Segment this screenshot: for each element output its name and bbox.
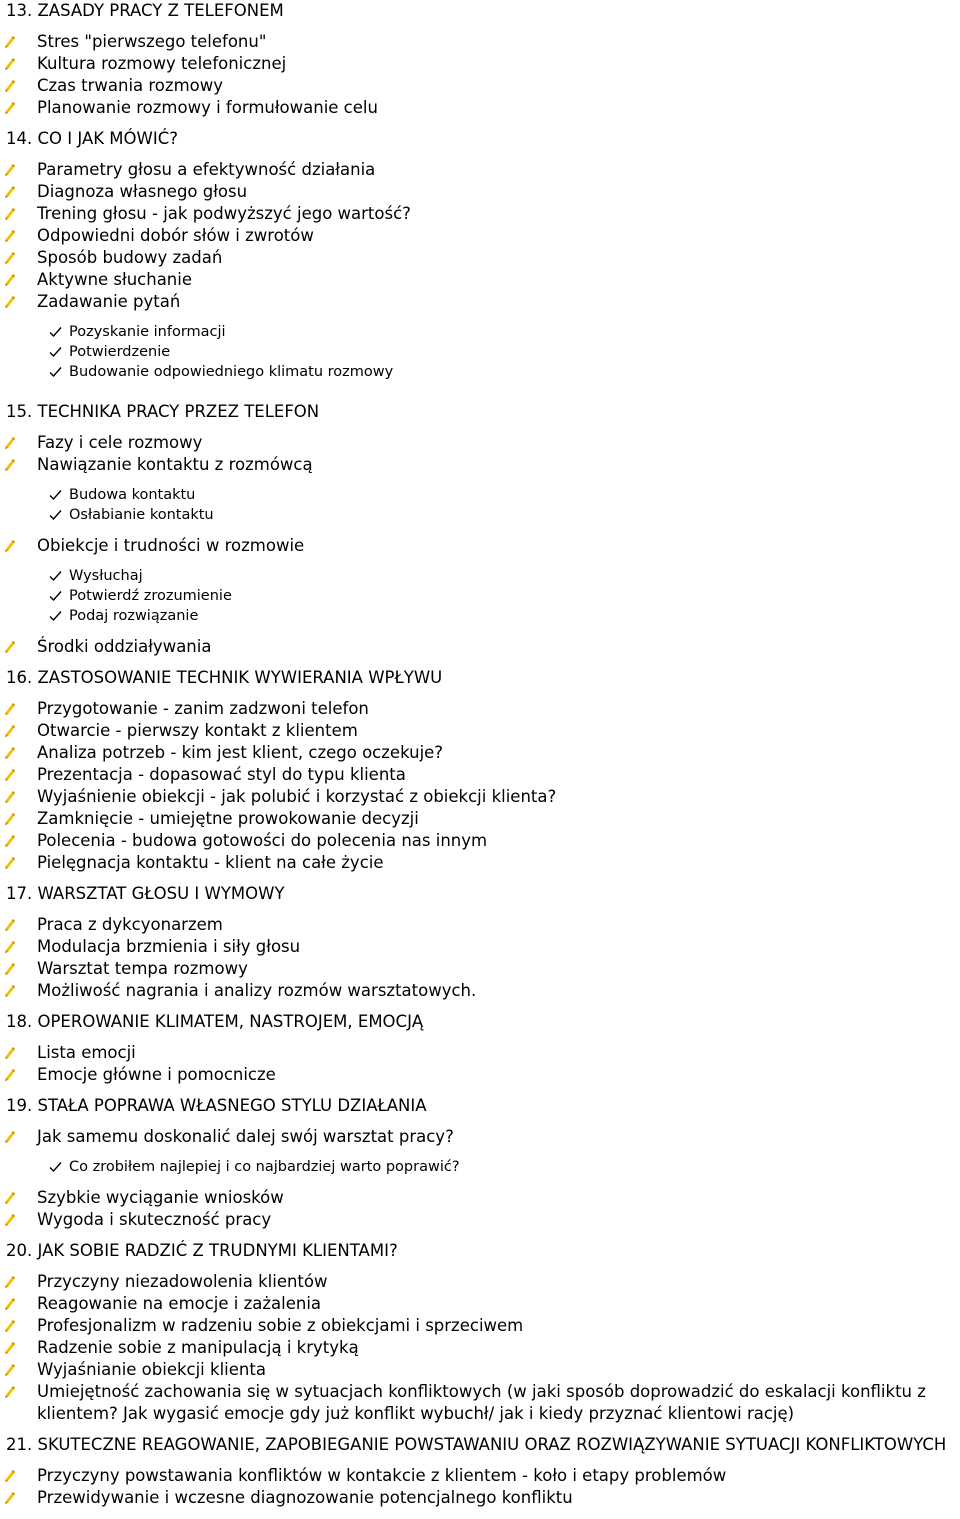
list-item-text: Modulacja brzmienia i siły głosu (37, 937, 301, 956)
section-number: 18. (6, 1012, 33, 1031)
list-item (0, 698, 960, 720)
list-item-text: Możliwość nagrania i analizy rozmów warsztatowych. (37, 981, 477, 1000)
sub-list-item (0, 566, 960, 586)
section-number: 13. (6, 1, 33, 20)
section-heading (0, 128, 960, 150)
list-item-text: Warsztat tempa rozmowy (37, 959, 248, 978)
list-item-text: Przyczyny powstawania konfliktów w kontakcie z klientem - koło i etapy problemów (37, 1466, 727, 1485)
section-heading (0, 667, 960, 689)
pencil-bullet-icon (2, 940, 16, 954)
pencil-bullet-icon (2, 163, 16, 177)
section-number: 14. (6, 129, 33, 148)
sub-list-item-text: Budowa kontaktu (69, 487, 196, 503)
list-item-text: Diagnoza własnego głosu (37, 182, 248, 201)
section-number: 20. (6, 1241, 33, 1260)
sub-list-item-text: Potwierdź zrozumienie (69, 588, 232, 604)
list-item (0, 31, 960, 53)
sub-list-item-text: Potwierdzenie (69, 344, 171, 360)
list-item (0, 454, 960, 476)
pencil-bullet-icon (2, 790, 16, 804)
sub-list-item-text: Budowanie odpowiedniego klimatu rozmowy (69, 364, 394, 380)
sub-list-item (0, 342, 960, 362)
pencil-bullet-icon (2, 1191, 16, 1205)
pencil-bullet-icon (2, 229, 16, 243)
list-item-text: Parametry głosu a efektywność działania (37, 160, 376, 179)
list-item-text: Praca z dykcyonarzem (37, 915, 223, 934)
pencil-bullet-icon (2, 984, 16, 998)
list-item (0, 720, 960, 742)
checkmark-icon (49, 570, 62, 582)
list-item-text: Planowanie rozmowy i formułowanie celu (37, 98, 378, 117)
sub-list-item (0, 586, 960, 606)
list-item (0, 1293, 960, 1315)
section-heading (0, 0, 960, 22)
section-number: 19. (6, 1096, 33, 1115)
list-item-text: Profesjonalizm w radzeniu sobie z obiekcjami i sprzeciwem (37, 1316, 524, 1335)
sub-list-item (0, 322, 960, 342)
list-item-text: Lista emocji (37, 1043, 136, 1062)
list-item-text: Polecenia - budowa gotowości do polecenia nas innym (37, 831, 488, 850)
section-title: TECHNIKA PRACY PRZEZ TELEFON (37, 402, 320, 421)
pencil-bullet-icon (2, 539, 16, 553)
pencil-bullet-icon (2, 101, 16, 115)
pencil-bullet-icon (2, 768, 16, 782)
pencil-bullet-icon (2, 185, 16, 199)
list-item-text: Przewidywanie i wczesne diagnozowanie potencjalnego konfliktu (37, 1488, 573, 1507)
list-item (0, 1042, 960, 1064)
list-item (0, 764, 960, 786)
list-item (0, 535, 960, 557)
list-item (0, 958, 960, 980)
list-item (0, 1315, 960, 1337)
checkmark-icon (49, 489, 62, 501)
pencil-bullet-icon (2, 812, 16, 826)
section-title: ZASTOSOWANIE TECHNIK WYWIERANIA WPŁYWU (37, 668, 443, 687)
section-number: 21. (6, 1435, 33, 1454)
section-number: 17. (6, 884, 33, 903)
list-item-text: Stres "pierwszego telefonu" (37, 32, 267, 51)
section-title: ZASADY PRACY Z TELEFONEM (37, 1, 284, 20)
list-item (0, 936, 960, 958)
list-item (0, 1337, 960, 1359)
list-item (0, 75, 960, 97)
list-item-text: Nawiązanie kontaktu z rozmówcą (37, 455, 313, 474)
list-item (0, 1487, 960, 1509)
pencil-bullet-icon (2, 1341, 16, 1355)
pencil-bullet-icon (2, 57, 16, 71)
list-item-text: Prezentacja - dopasować styl do typu klienta (37, 765, 406, 784)
list-item (0, 181, 960, 203)
pencil-bullet-icon (2, 856, 16, 870)
list-item-text: Wyjaśnienie obiekcji - jak polubić i korzystać z obiekcji klienta? (37, 787, 557, 806)
list-item-text: Fazy i cele rozmowy (37, 433, 203, 452)
section-heading (0, 883, 960, 905)
list-item-text: Zadawanie pytań (37, 292, 181, 311)
pencil-bullet-icon (2, 746, 16, 760)
pencil-bullet-icon (2, 207, 16, 221)
list-item-text: Wyjaśnianie obiekcji klienta (37, 1360, 266, 1379)
list-item (0, 786, 960, 808)
list-item (0, 291, 960, 313)
list-item (0, 269, 960, 291)
section-title: WARSZTAT GŁOSU I WYMOWY (37, 884, 285, 903)
list-item (0, 852, 960, 874)
checkmark-icon (49, 509, 62, 521)
checkmark-icon (49, 590, 62, 602)
list-item-text: Sposób budowy zadań (37, 248, 223, 267)
sub-list-item-text: Pozyskanie informacji (69, 324, 226, 340)
list-item (0, 159, 960, 181)
list-item (0, 97, 960, 119)
list-item (0, 1359, 960, 1381)
pencil-bullet-icon (2, 918, 16, 932)
section-number: 15. (6, 402, 33, 421)
section-number: 16. (6, 668, 33, 687)
sub-list-item (0, 505, 960, 525)
list-item (0, 247, 960, 269)
list-item (0, 1465, 960, 1487)
list-item-text: Pielęgnacja kontaktu - klient na całe życie (37, 853, 384, 872)
pencil-bullet-icon (2, 724, 16, 738)
pencil-bullet-icon (2, 1213, 16, 1227)
pencil-bullet-icon (2, 251, 16, 265)
list-item (0, 1064, 960, 1086)
list-item-text: Umiejętność zachowania się w sytuacjach konfliktowych (w jaki sposób doprowadzić do eskalacji konfliktu z klientem? Jak wygasić emocje gdy już konflikt wybuchł/ jak i kiedy przyznać klientowi rację) (37, 1382, 926, 1423)
list-item (0, 1381, 960, 1425)
section-heading (0, 1240, 960, 1262)
checkmark-icon (49, 346, 62, 358)
sub-list-item (0, 1157, 960, 1177)
section-title: STAŁA POPRAWA WŁASNEGO STYLU DZIAŁANIA (37, 1096, 427, 1115)
sub-list-item (0, 362, 960, 382)
pencil-bullet-icon (2, 1491, 16, 1505)
pencil-bullet-icon (2, 1363, 16, 1377)
list-item (0, 1187, 960, 1209)
pencil-bullet-icon (2, 458, 16, 472)
list-item-text: Otwarcie - pierwszy kontakt z klientem (37, 721, 358, 740)
list-item (0, 432, 960, 454)
list-item-text: Jak samemu doskonalić dalej swój warsztat pracy? (37, 1127, 454, 1146)
list-item-text: Kultura rozmowy telefonicznej (37, 54, 287, 73)
pencil-bullet-icon (2, 1469, 16, 1483)
pencil-bullet-icon (2, 436, 16, 450)
list-item-text: Odpowiedni dobór słów i zwrotów (37, 226, 314, 245)
pencil-bullet-icon (2, 640, 16, 654)
list-item (0, 1209, 960, 1231)
list-item-text: Zamknięcie - umiejętne prowokowanie decyzji (37, 809, 419, 828)
section-title: OPEROWANIE KLIMATEM, NASTROJEM, EMOCJĄ (37, 1012, 424, 1031)
checkmark-icon (49, 326, 62, 338)
checkmark-icon (49, 1161, 62, 1173)
pencil-bullet-icon (2, 1385, 16, 1399)
list-item-text: Szybkie wyciąganie wniosków (37, 1188, 284, 1207)
list-item (0, 1126, 960, 1148)
pencil-bullet-icon (2, 273, 16, 287)
sub-list-item (0, 606, 960, 626)
list-item (0, 830, 960, 852)
list-item (0, 1271, 960, 1293)
list-item (0, 53, 960, 75)
checkmark-icon (49, 366, 62, 378)
pencil-bullet-icon (2, 702, 16, 716)
list-item-text: Reagowanie na emocje i zażalenia (37, 1294, 322, 1313)
section-title: JAK SOBIE RADZIĆ Z TRUDNYMI KLIENTAMI? (37, 1241, 398, 1260)
list-item-text: Przygotowanie - zanim zadzwoni telefon (37, 699, 369, 718)
checkmark-icon (49, 610, 62, 622)
list-item-text: Emocje główne i pomocnicze (37, 1065, 276, 1084)
list-item (0, 980, 960, 1002)
section-title: CO I JAK MÓWIĆ? (37, 129, 178, 148)
list-item (0, 808, 960, 830)
pencil-bullet-icon (2, 1130, 16, 1144)
sub-list-item-text: Co zrobiłem najlepiej i co najbardziej warto poprawić? (69, 1159, 460, 1175)
pencil-bullet-icon (2, 295, 16, 309)
list-item-text: Trening głosu - jak podwyższyć jego wartość? (37, 204, 411, 223)
pencil-bullet-icon (2, 1275, 16, 1289)
list-item-text: Analiza potrzeb - kim jest klient, czego oczekuje? (37, 743, 444, 762)
pencil-bullet-icon (2, 834, 16, 848)
pencil-bullet-icon (2, 1319, 16, 1333)
pencil-bullet-icon (2, 1046, 16, 1060)
list-item (0, 742, 960, 764)
sub-list-item-text: Wysłuchaj (69, 568, 143, 584)
pencil-bullet-icon (2, 79, 16, 93)
section-heading (0, 1095, 960, 1117)
list-item-text: Radzenie sobie z manipulacją i krytyką (37, 1338, 359, 1357)
section-title: SKUTECZNE REAGOWANIE, ZAPOBIEGANIE POWSTAWANIU ORAZ ROZWIĄZYWANIE SYTUACJI KONFLIKTOWYCH (37, 1435, 947, 1454)
list-item-text: Obiekcje i trudności w rozmowie (37, 536, 305, 555)
list-item-text: Wygoda i skuteczność pracy (37, 1210, 272, 1229)
list-item-text: Środki oddziaływania (37, 637, 212, 656)
list-item-text: Aktywne słuchanie (37, 270, 193, 289)
pencil-bullet-icon (2, 35, 16, 49)
sub-list-item (0, 485, 960, 505)
pencil-bullet-icon (2, 1297, 16, 1311)
section-heading (0, 1011, 960, 1033)
list-item (0, 225, 960, 247)
sub-list-item-text: Podaj rozwiązanie (69, 608, 199, 624)
list-item-text: Przyczyny niezadowolenia klientów (37, 1272, 328, 1291)
pencil-bullet-icon (2, 962, 16, 976)
section-heading (0, 401, 960, 423)
section-heading (0, 1434, 960, 1456)
sub-list-item-text: Osłabianie kontaktu (69, 507, 214, 523)
list-item (0, 914, 960, 936)
list-item (0, 203, 960, 225)
list-item (0, 636, 960, 658)
list-item-text: Czas trwania rozmowy (37, 76, 223, 95)
pencil-bullet-icon (2, 1068, 16, 1082)
